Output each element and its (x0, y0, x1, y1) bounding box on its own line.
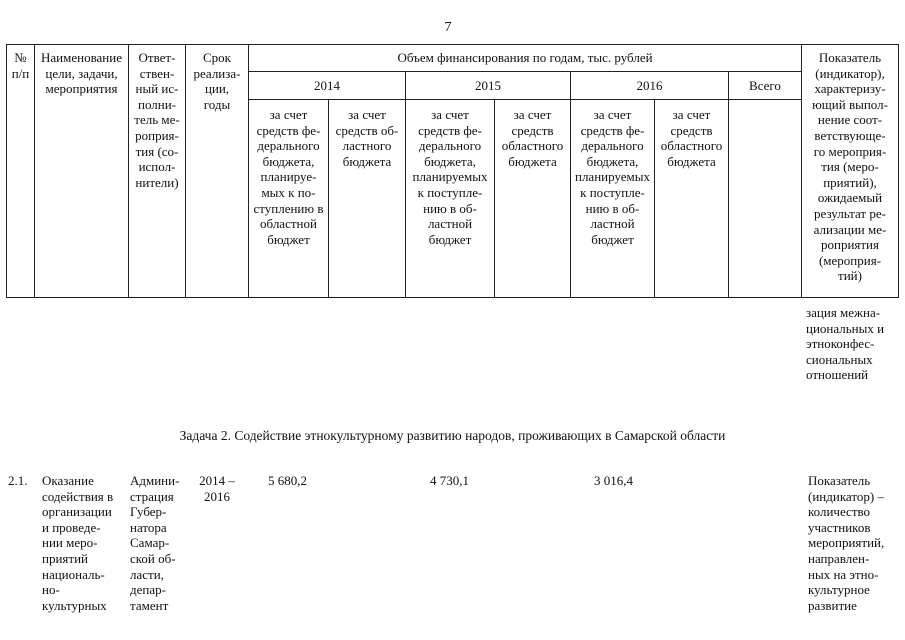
header-federal-2016: за счет средств фе- дерального бюджета, планируемых к поступле- нию в об- ластной бюджет (574, 107, 651, 247)
row-responsible: Админи- страция Губер- натора Самар- ской об- ласти, депар- тамент (130, 473, 180, 613)
header-indicator: Показатель (индикатор), характеризу- ющий выпол- нение соот- ветствующе- го мероприя- тия (меро- приятий), ожидаемый результат ре- ализации ме- роприятия (мероприя- тий) (812, 50, 888, 284)
header-year-2014: 2014 (314, 78, 340, 93)
header-total: Всего (749, 78, 781, 93)
row-term: 2014 – 2016 (199, 473, 235, 504)
indicator-continuation: зация межна- циональных и этноконфес- сиональных отношений (806, 305, 885, 383)
header-regional-2016: за счет средств областного бюджета (660, 107, 723, 169)
row-value-2015: 4 730,1 (430, 473, 469, 488)
header-responsible: Ответ- ствен- ный ис- полни- тель ме- роприя- тия (со- испол- нители) (134, 50, 180, 190)
row-value-2014: 5 680,2 (268, 473, 307, 488)
header-year-2015: 2015 (475, 78, 501, 93)
header-regional-2015: за счет средств областного бюджета (501, 107, 564, 169)
header-name: Наименование цели, задачи, мероприятия (41, 50, 122, 97)
task-title: Задача 2. Содействие этнокультурному развитию народов, проживающих в Самарской области (179, 428, 726, 443)
row-value-2016: 3 016,4 (594, 473, 633, 488)
header-federal-2014: за счет средств фе- дерального бюджета, планируе- мых к по- ступлению в областной бюджет (253, 107, 324, 247)
page-number: 7 (444, 20, 452, 35)
header-term: Срок реализа- ции, годы (193, 50, 241, 112)
header-federal-2015: за счет средств фе- дерального бюджета, планируемых к поступле- нию в об- ластной бюджет (412, 107, 488, 247)
row-num: 2.1. (8, 473, 28, 488)
header-regional-2014: за счет средств об- ластного бюджета (335, 107, 399, 169)
row-name: Оказание содействия в организации и проведе- нии меро- приятий националь- но- культурных (42, 473, 114, 613)
header-funding: Объем финансирования по годам, тыс. рублей (397, 50, 653, 65)
header-year-2016: 2016 (636, 78, 663, 93)
header-num: № п/п (11, 50, 30, 81)
row-indicator: Показатель (индикатор) – количество участников мероприятий, направлен- ных на этно- культурное развитие (808, 473, 885, 613)
